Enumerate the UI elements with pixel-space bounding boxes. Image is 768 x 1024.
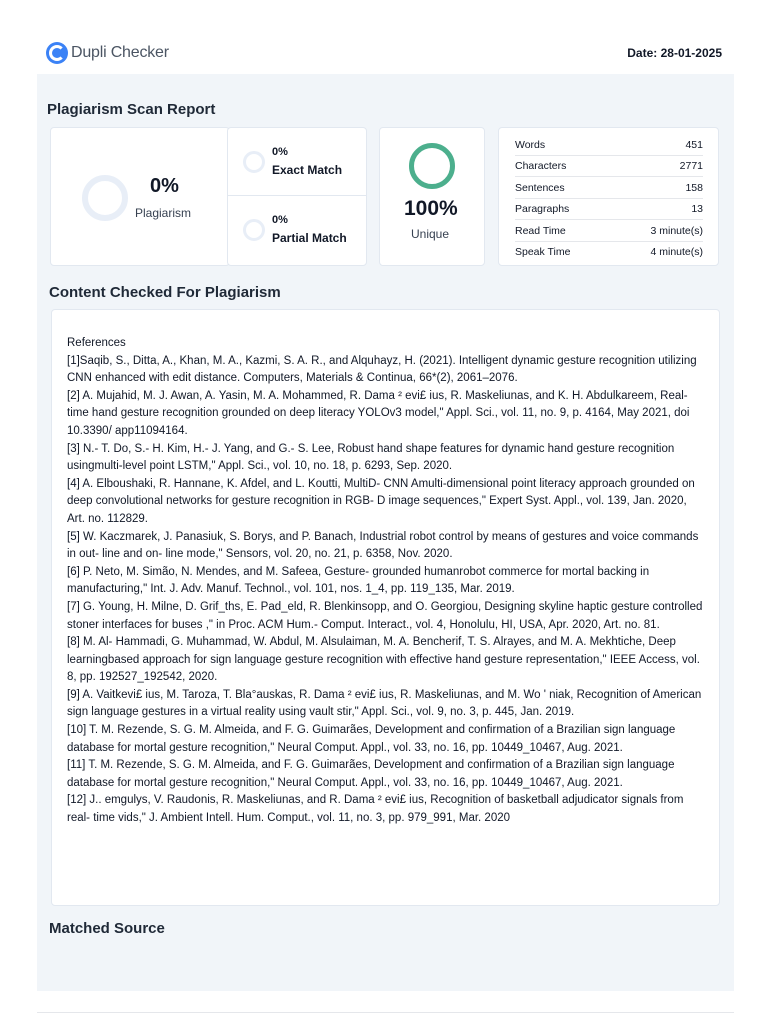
report-date: Date: 28-01-2025 — [627, 46, 722, 60]
stats-value: 13 — [691, 202, 703, 215]
bottom-divider — [37, 1012, 734, 1013]
stats-row-paragraphs — [515, 198, 703, 220]
stats-label: Speak Time — [515, 245, 571, 258]
content-paragraph: [2] A. Mujahid, M. J. Awan, A. Yasin, M. A. Mohammed, R. Dama ² evi£ ius, R. Maskeliunas, and K. H. Abdulkareem, Real- time hand gesture recognition grounded on deep literacy YOLOv3 model," Appl. Sci., vol. 11, no. 9, p. 4164, May 2021, doi 10.3390/ app11094164. — [67, 389, 690, 437]
partial-match-percent: 0% — [272, 214, 288, 226]
content-paragraph: [5] W. Kaczmarek, J. Panasiuk, S. Borys, and P. Banach, Industrial robot control by means of gestures and voice commands in out- line and on- line mode," Sensors, vol. 20, no. 21, p. 6358, Nov. 2020. — [67, 530, 699, 561]
content-paragraph: [4] A. Elboushaki, R. Hannane, K. Afdel, and L. Koutti, MultiD- CNN Amulti-dimensional point literacy approach grounded on deep convolutional networks for gesture recognition in RGB- D image sequences," Expert Syst. Appl., vol. 139, Jan. 2020, Art. no. 112829. — [67, 477, 695, 525]
stats-row-sentences — [515, 177, 703, 199]
partial-match-label: Partial Match — [272, 231, 347, 245]
stats-value: 158 — [685, 181, 703, 194]
stats-value: 4 minute(s) — [650, 245, 703, 258]
content-section-title: Content Checked For Plagiarism — [49, 284, 281, 301]
content-text — [67, 335, 707, 828]
content-paragraph: [7] G. Young, H. Milne, D. Grif_ths, E. Pad_eld, R. Blenkinsopp, and O. Georgiou, Designing skyline haptic gesture controlled stoner interfaces for buses ," in Proc. ACM Hum.- Comput. Interact., vol. 4, Honolulu, HI, USA, Apr. 2020, Art. no. 81. — [67, 600, 703, 631]
match-divider — [228, 195, 366, 196]
exact-match-percent: 0% — [272, 146, 288, 158]
report-title: Plagiarism Scan Report — [47, 101, 216, 118]
header — [0, 0, 768, 74]
plagiarism-ring-icon — [82, 175, 128, 221]
stats-value: 451 — [685, 138, 703, 151]
stats-row-read-time — [515, 220, 703, 242]
content-paragraph: [6] P. Neto, M. Simão, N. Mendes, and M. Safeea, Gesture- grounded humanrobot commerce for mortal backing in manufacturing," Int. J. Adv. Manuf. Technol., vol. 101, nos. 1_4, pp. 119_135, Mar. 2019. — [67, 565, 650, 596]
unique-percent: 100% — [404, 197, 458, 220]
logo-icon — [46, 42, 68, 64]
stats-label: Read Time — [515, 224, 566, 237]
plagiarism-label: Plagiarism — [135, 206, 192, 220]
stats-row-speak-time — [515, 241, 703, 262]
stats-label: Words — [515, 138, 546, 151]
stats-card — [498, 127, 719, 266]
stats-label: Characters — [515, 159, 567, 172]
stats-row-characters — [515, 155, 703, 177]
exact-match-label: Exact Match — [272, 163, 343, 177]
match-breakdown-card — [227, 127, 367, 266]
content-paragraph: [10] T. M. Rezende, S. G. M. Almeida, and F. G. Guimarães, Development and confirmation of a Brazilian sign language database for mortal gesture recognition," Neural Comput. Appl., vol. 33, no. 16, pp. 10449_10467, Aug. 2021. — [67, 724, 676, 754]
stats-value: 2771 — [679, 159, 703, 172]
unique-label: Unique — [411, 227, 450, 241]
content-card — [51, 309, 720, 906]
brand-name: Dupli Checker — [71, 44, 169, 61]
partial-match-ring-icon — [243, 219, 265, 241]
unique-ring-icon — [409, 143, 455, 189]
exact-match-ring-icon — [243, 151, 265, 173]
content-paragraph: [8] M. Al- Hammadi, G. Muhammad, W. Abdul, M. Alsulaiman, M. A. Bencherif, T. S. Alrayes, and M. A. Mekhtiche, Deep learningbased approach for sign language gesture recognition with effective hand gesture representation," IEEE Access, vol. 8, pp. 192527_192542, 2020. — [67, 636, 700, 684]
content-paragraph: References — [67, 337, 126, 349]
content-paragraph: [1]Saqib, S., Ditta, A., Khan, M. A., Kazmi, S. A. R., and Alquhayz, H. (2021). Intelligent dynamic gesture recognition utilizing CNN enhanced with edit distance. Computers, Materials & Continua, 66*(2), 2061–2076. — [67, 354, 697, 385]
stats-value: 3 minute(s) — [650, 224, 703, 237]
content-paragraph: [12] J.. emgulys, V. Raudonis, R. Maskeliunas, and R. Dama ² evi£ ius, Recognition of basketball adjudicator signals from real- time vids," J. Ambient Intell. Hum. Comput., vol. 11, no. 3, pp. 979_991, Mar. 2020 — [67, 794, 684, 825]
content-paragraph: [3] N.- T. Do, S.- H. Kim, H.- J. Yang, and G.- S. Lee, Robust hand shape features for dynamic hand gesture recognition usingmulti-level point LSTM," Appl. Sci., vol. 10, no. 18, p. 6293, Sep. 2020. — [67, 442, 675, 473]
matched-source-title: Matched Source — [49, 920, 165, 937]
unique-card — [379, 127, 485, 266]
stats-label: Sentences — [515, 181, 565, 194]
brand-logo[interactable] — [46, 42, 169, 64]
content-paragraph: [9] A. Vaitkevi£ ius, M. Taroza, T. Bla°auskas, R. Dama ² evi£ ius, R. Maskeliunas, and M. Wo ' niak, Recognition of American sign language gestures in a virtual reality using vault stir," Appl. Sci., vol. 9, no. 3, p. 445, Jan. 2019. — [67, 688, 702, 719]
stats-label: Paragraphs — [515, 202, 570, 215]
plagiarism-card — [50, 127, 230, 266]
plagiarism-percent: 0% — [150, 175, 179, 197]
stats-row-words — [515, 134, 703, 156]
content-paragraph: [11] T. M. Rezende, S. G. M. Almeida, and F. G. Guimarães, Development and confirmation of a Brazilian sign language database for mortal gesture recognition," Neural Comput. Appl., vol. 33, no. 16, pp. 10449_10467, Aug. 2021. — [67, 759, 675, 789]
